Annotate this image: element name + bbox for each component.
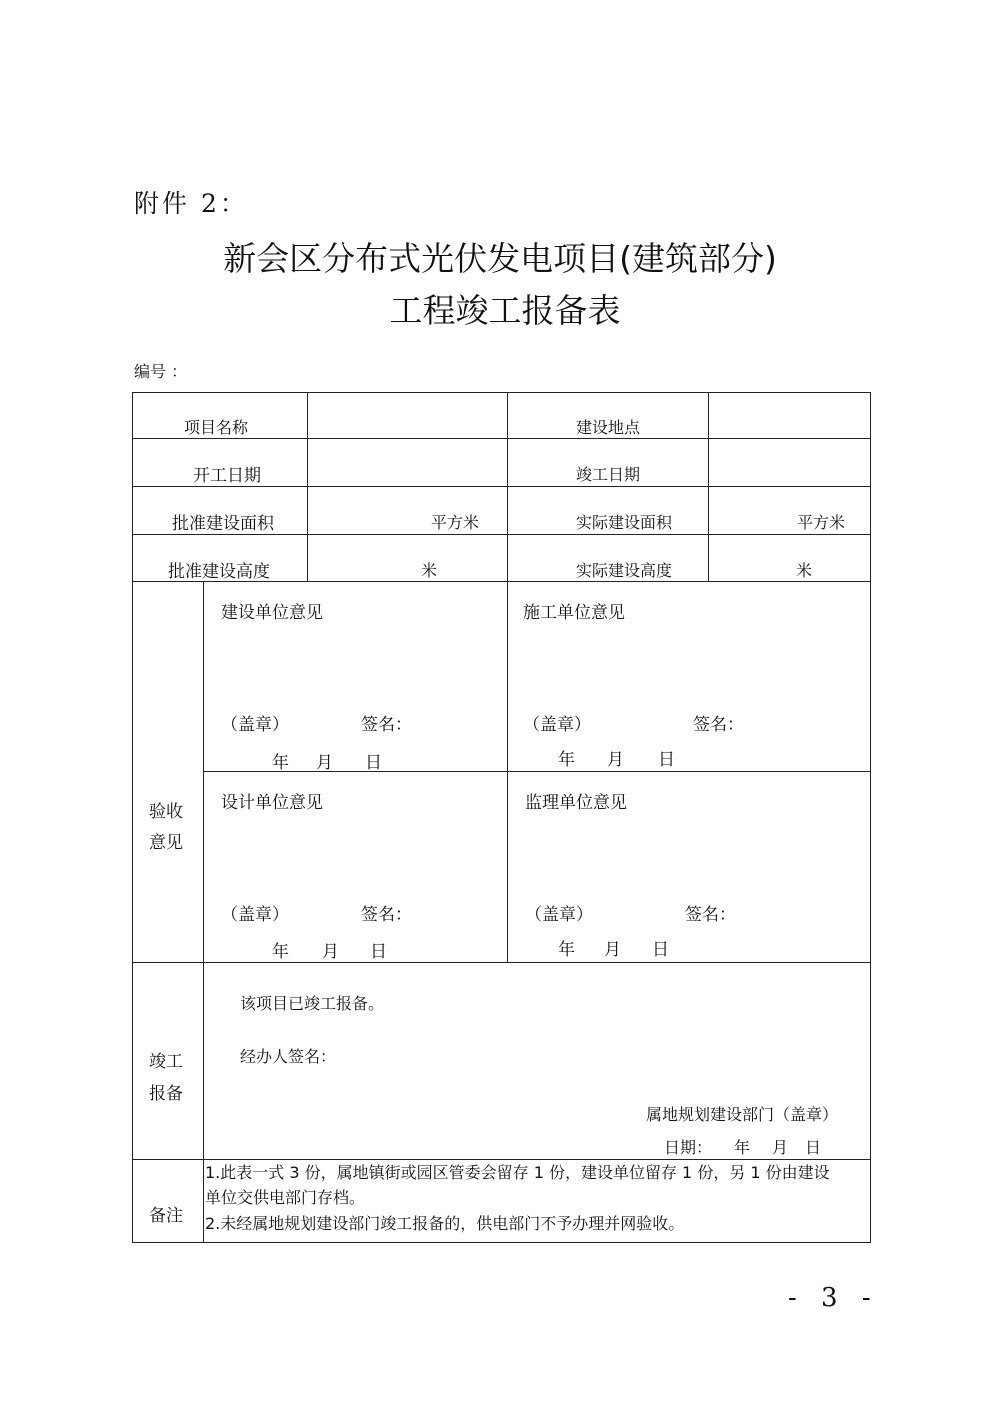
completion-date-field[interactable] <box>711 448 868 483</box>
contractor-day-label: 日 <box>658 750 675 770</box>
builder-opinion-title: 建设单位意见 <box>221 603 323 623</box>
construction-site-field[interactable] <box>711 402 868 437</box>
designer-year-label: 年 <box>272 942 289 962</box>
filing-section-label-2: 报备 <box>149 1084 183 1104</box>
section-divider <box>132 1159 871 1160</box>
supervisor-sign-label: 签名： <box>685 905 736 925</box>
filing-year-label: 年 <box>734 1138 751 1157</box>
filing-date-label: 日期： <box>664 1138 713 1157</box>
supervisor-opinion-title: 监理单位意见 <box>525 793 627 813</box>
project-name-field[interactable] <box>310 402 505 437</box>
section-divider <box>132 962 871 963</box>
supervisor-year-label: 年 <box>558 940 575 960</box>
remark-line-1: 1.此表一式 3 份，属地镇街或园区管委会留存 1 份，建设单位留存 1 份，另 1 份由建设 <box>205 1163 830 1182</box>
filing-statement: 该项目已竣工报备。 <box>240 994 385 1013</box>
label-actual-height: 实际建设高度 <box>576 561 673 580</box>
start-date-field[interactable] <box>310 448 505 483</box>
page-number: - 3 - <box>788 1283 879 1313</box>
remark-line-3: 2.未经属地规划建设部门竣工报备的，供电部门不予办理并网验收。 <box>205 1214 685 1233</box>
label-project-name: 项目名称 <box>184 418 249 437</box>
supervisor-month-label: 月 <box>604 940 621 960</box>
label-approved-height: 批准建设高度 <box>168 562 270 582</box>
planning-department-stamp: 属地规划建设部门（盖章） <box>646 1105 839 1124</box>
acceptance-section-label-1: 验收 <box>149 802 183 822</box>
label-actual-area: 实际建设面积 <box>576 513 673 532</box>
supervisor-day-label: 日 <box>652 940 669 960</box>
filing-month-label: 月 <box>772 1138 789 1157</box>
form-title-line1: 新会区分布式光伏发电项目(建筑部分) <box>223 239 777 278</box>
remarks-label: 备注 <box>149 1206 183 1226</box>
contractor-opinion-title: 施工单位意见 <box>523 603 625 623</box>
builder-month-label: 月 <box>316 753 333 773</box>
label-construction-site: 建设地点 <box>576 418 641 437</box>
label-approved-area: 批准建设面积 <box>172 514 274 534</box>
row-divider <box>132 486 871 487</box>
table-border-left <box>132 392 133 1243</box>
acceptance-section-label-2: 意见 <box>149 833 183 853</box>
contractor-month-label: 月 <box>607 750 624 770</box>
handler-sign-label[interactable]: 经办人签名： <box>240 1047 337 1066</box>
contractor-stamp-label: （盖章） <box>523 715 591 735</box>
builder-stamp-label: （盖章） <box>221 715 289 735</box>
row-divider <box>132 438 871 439</box>
contractor-year-label: 年 <box>558 750 575 770</box>
column-divider <box>708 392 709 582</box>
contractor-sign-label: 签名： <box>693 715 744 735</box>
actual-height-unit[interactable]: 米 <box>796 561 813 580</box>
table-border-right <box>870 392 871 1243</box>
approved-height-unit[interactable]: 米 <box>421 561 438 580</box>
serial-number-label: 编号 ： <box>134 362 188 381</box>
table-border-bottom <box>132 1242 871 1243</box>
actual-area-unit[interactable]: 平方米 <box>797 513 846 532</box>
designer-opinion-title: 设计单位意见 <box>221 793 323 813</box>
column-divider <box>507 392 508 582</box>
designer-stamp-label: （盖章） <box>221 905 289 925</box>
designer-sign-label: 签名： <box>361 905 412 925</box>
supervisor-stamp-label: （盖章） <box>525 905 593 925</box>
filing-day-label: 日 <box>805 1138 822 1157</box>
label-start-date: 开工日期 <box>193 466 261 486</box>
remark-line-2: 单位交供电部门存档。 <box>205 1188 366 1207</box>
attachment-label: 附件 2： <box>134 189 248 218</box>
builder-day-label: 日 <box>365 753 382 773</box>
table-border-top <box>132 392 871 393</box>
opinion-row-divider <box>203 771 871 772</box>
column-divider <box>307 392 308 582</box>
form-title-line2: 工程竣工报备表 <box>389 291 621 330</box>
row-divider <box>132 534 871 535</box>
approved-area-unit[interactable]: 平方米 <box>431 513 480 532</box>
section-label-divider <box>203 581 204 1243</box>
builder-year-label: 年 <box>272 753 289 773</box>
designer-day-label: 日 <box>370 942 387 962</box>
designer-month-label: 月 <box>322 942 339 962</box>
builder-sign-label: 签名： <box>361 715 412 735</box>
label-completion-date: 竣工日期 <box>576 465 641 484</box>
filing-section-label-1: 竣工 <box>149 1052 183 1072</box>
